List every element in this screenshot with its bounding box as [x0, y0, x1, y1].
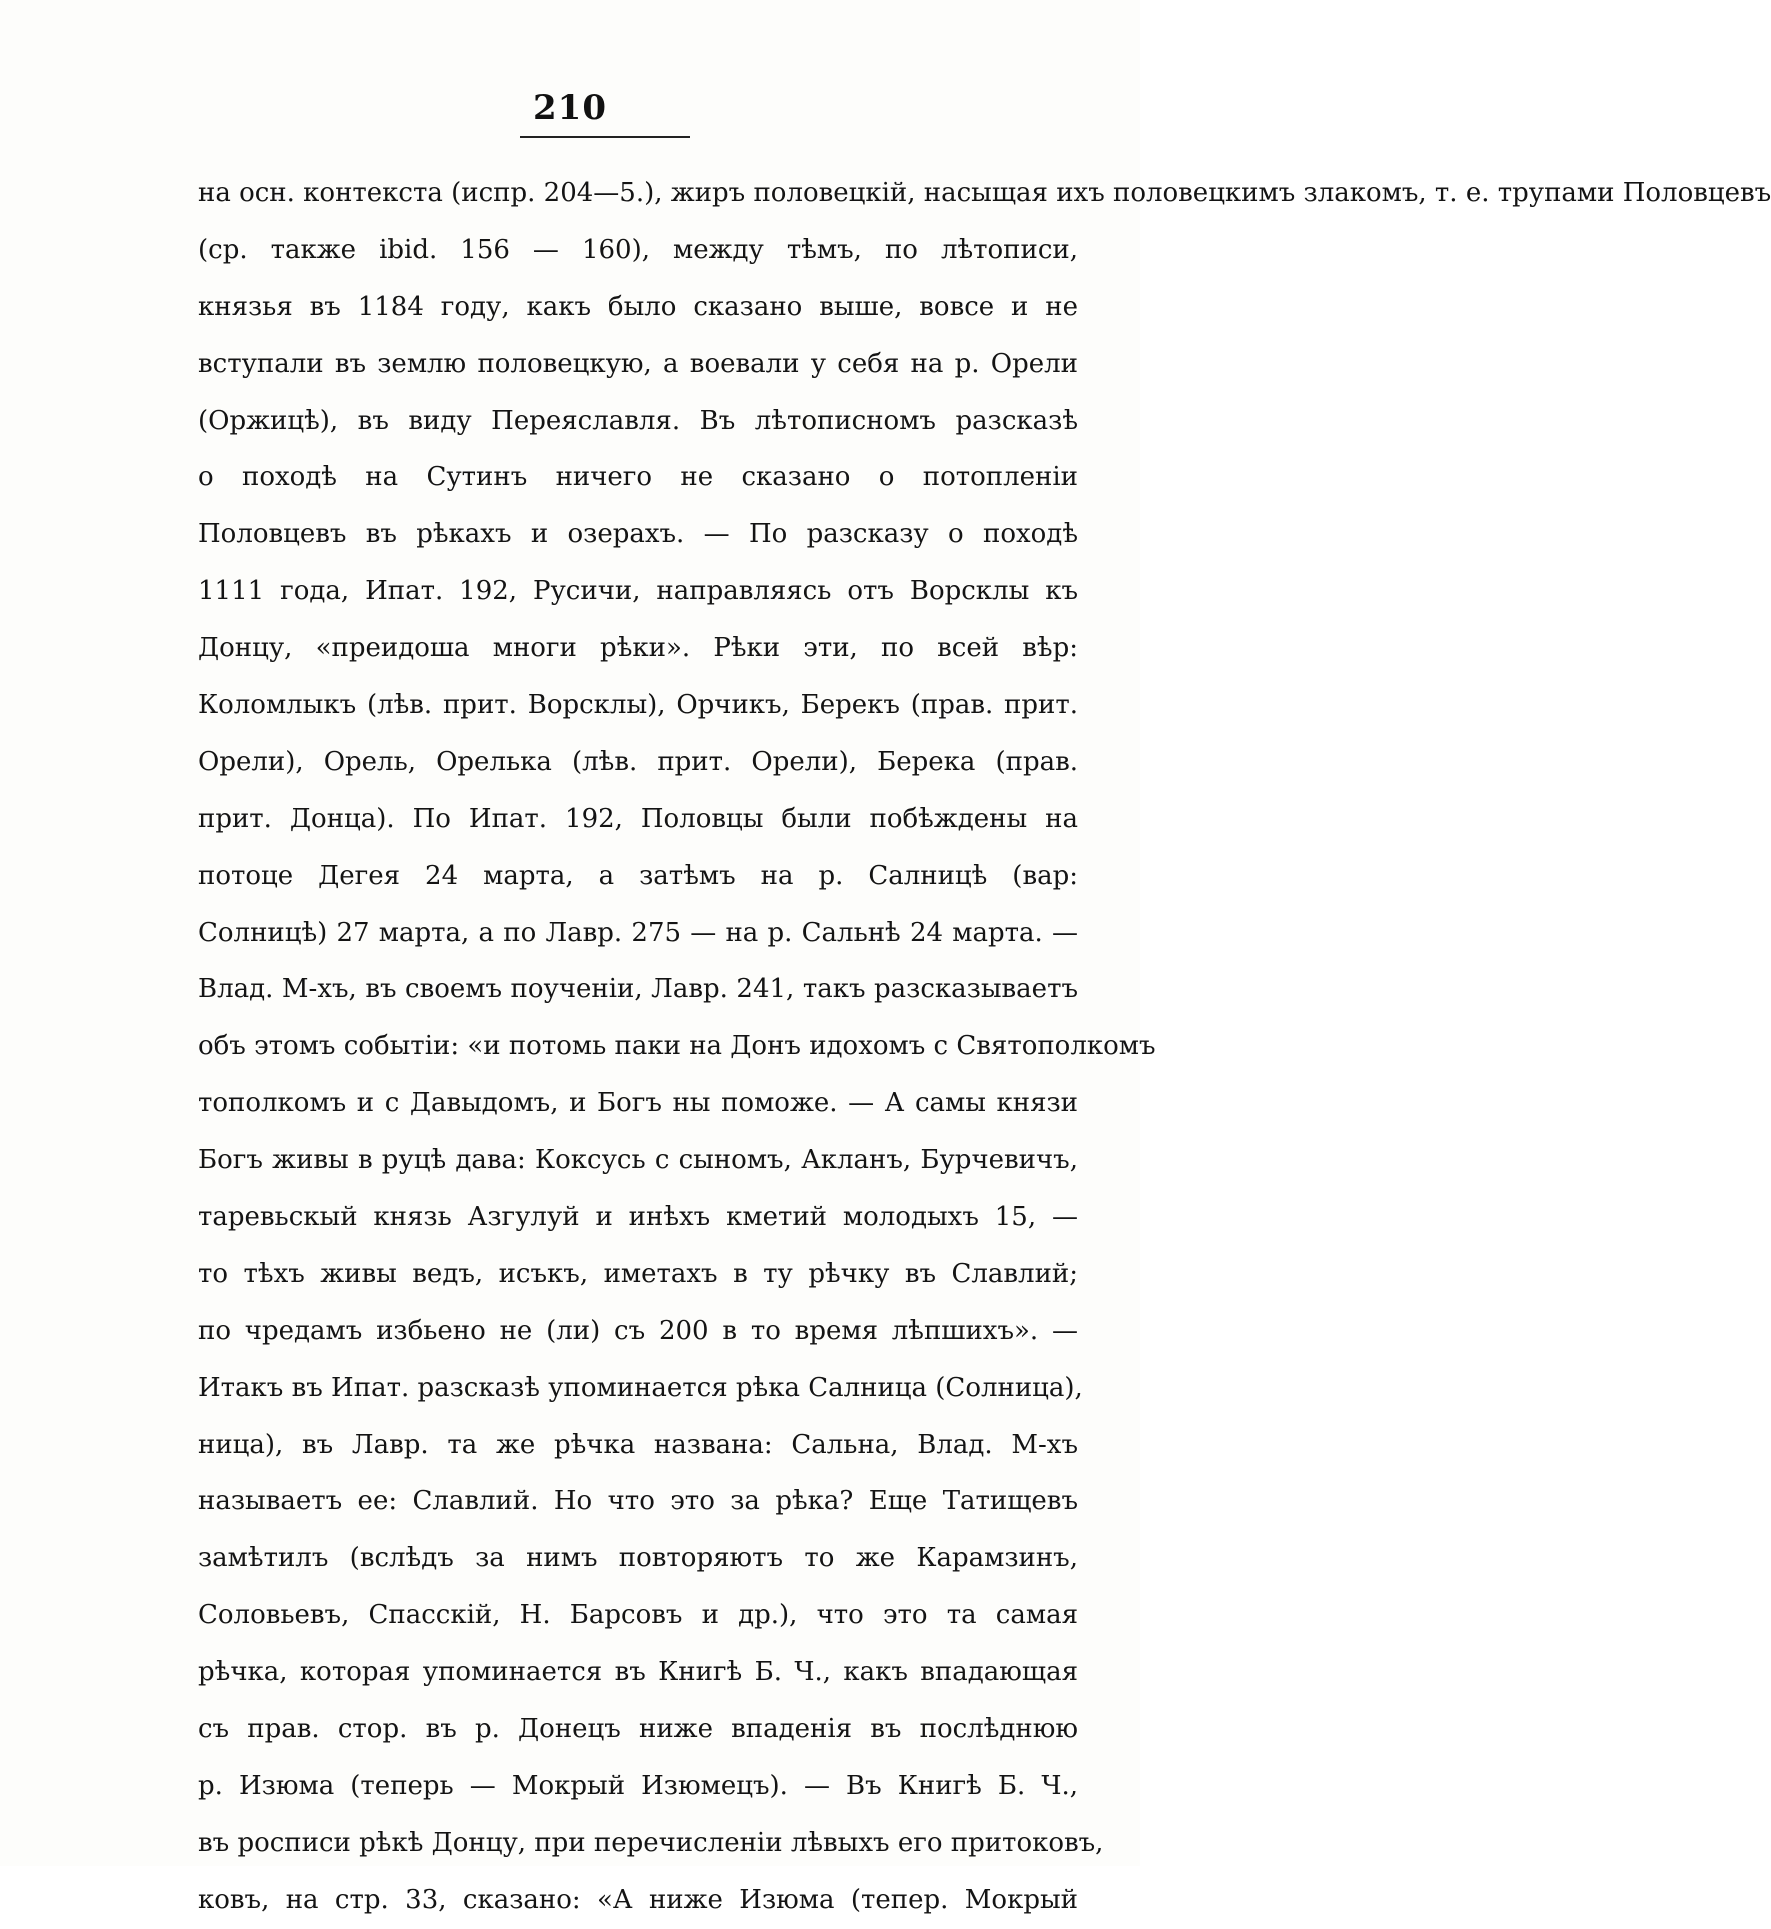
text-line: вступали въ землю половецкую, а воевали у себя на р. Орели: [198, 348, 1078, 379]
text-line: (Оржицѣ), въ виду Переяславля. Въ лѣтописномъ разсказѣ: [198, 405, 1078, 436]
text-line: Итакъ въ Ипат. разсказѣ упоминается рѣка Салница (Солница),: [198, 1372, 1083, 1403]
page-number: 210: [533, 88, 607, 128]
text-line: называетъ ее: Славлий. Но что это за рѣка? Еще Татищевъ: [198, 1486, 1078, 1517]
text-line: таревьскый князь Азгулуй и инѣхъ кметий молодыхъ 15, —: [198, 1202, 1078, 1233]
text-line: р. Изюма (теперь — Мокрый Изюмецъ). — Въ Книгѣ Б. Ч.,: [198, 1770, 1078, 1801]
text-line: Орели), Орель, Орелька (лѣв. прит. Орели), Берека (прав.: [198, 746, 1078, 777]
text-line: ница), въ Лавр. та же рѣчка названа: Сальна, Влад. М-хъ: [198, 1429, 1078, 1460]
text-line: по чредамъ избьено не (ли) съ 200 в то время лѣпшихъ». —: [198, 1315, 1078, 1346]
text-line: на осн. контекста (испр. 204—5.), жиръ половецкій, насыщая ихъ половецкимъ злакомъ, т. е. трупами Половцевъ: [198, 178, 1771, 208]
header-rule: [520, 136, 690, 138]
text-line: Солницѣ) 27 марта, а по Лавр. 275 — на р. Сальнѣ 24 марта. —: [198, 917, 1078, 948]
text-line: (ср. также ibid. 156 — 160), между тѣмъ, по лѣтописи,: [198, 234, 1078, 265]
text-line: Богъ живы в руцѣ дава: Коксусь с сыномъ, Акланъ, Бурчевичъ,: [198, 1145, 1078, 1176]
text-line: потоце Дегея 24 марта, а затѣмъ на р. Салницѣ (вар:: [198, 860, 1078, 891]
text-line: съ прав. стор. въ р. Донецъ ниже впаденія въ послѣднюю: [198, 1714, 1078, 1745]
text-line: ковъ, на стр. 33, сказано: «А ниже Изюма (тепер. Мокрый: [198, 1884, 1078, 1915]
text-line: Донцу, «преидоша многи рѣки». Рѣки эти, по всей вѣр:: [198, 633, 1078, 664]
text-line: 1111 года, Ипат. 192, Русичи, направляясь отъ Ворсклы къ: [198, 576, 1078, 607]
text-line: о походѣ на Сутинъ ничего не сказано о потопленіи: [198, 462, 1078, 493]
body-text: [198, 165, 1771, 1929]
text-line: Коломлыкъ (лѣв. прит. Ворсклы), Орчикъ, Берекъ (прав. прит.: [198, 690, 1078, 721]
text-line: Влад. М-хъ, въ своемъ поученіи, Лавр. 241, такъ разсказываетъ: [198, 974, 1078, 1005]
text-line: Соловьевъ, Спасскій, Н. Барсовъ и др.), что это та самая: [198, 1600, 1078, 1631]
text-line: объ этомъ событіи: «и потомь паки на Донъ идохомъ с Святополкомъ: [198, 1031, 1156, 1062]
text-line: въ росписи рѣкѣ Донцу, при перечисленіи лѣвыхъ его притоковъ,: [198, 1827, 1104, 1858]
text-line: рѣчка, которая упоминается въ Книгѣ Б. Ч., какъ впадающая: [198, 1657, 1078, 1688]
text-line: замѣтилъ (вслѣдъ за нимъ повторяютъ то же Карамзинъ,: [198, 1543, 1078, 1574]
text-line: прит. Донца). По Ипат. 192, Половцы были побѣждены на: [198, 803, 1078, 834]
text-line: то тѣхъ живы ведъ, исъкъ, иметахъ в ту рѣчку въ Славлий;: [198, 1258, 1078, 1289]
text-line: Половцевъ въ рѣкахъ и озерахъ. — По разсказу о походѣ: [198, 519, 1078, 550]
text-line: князья въ 1184 году, какъ было сказано выше, вовсе и не: [198, 291, 1078, 322]
text-line: тополкомъ и с Давыдомъ, и Богъ ны поможе. — А самы князи: [198, 1088, 1078, 1119]
